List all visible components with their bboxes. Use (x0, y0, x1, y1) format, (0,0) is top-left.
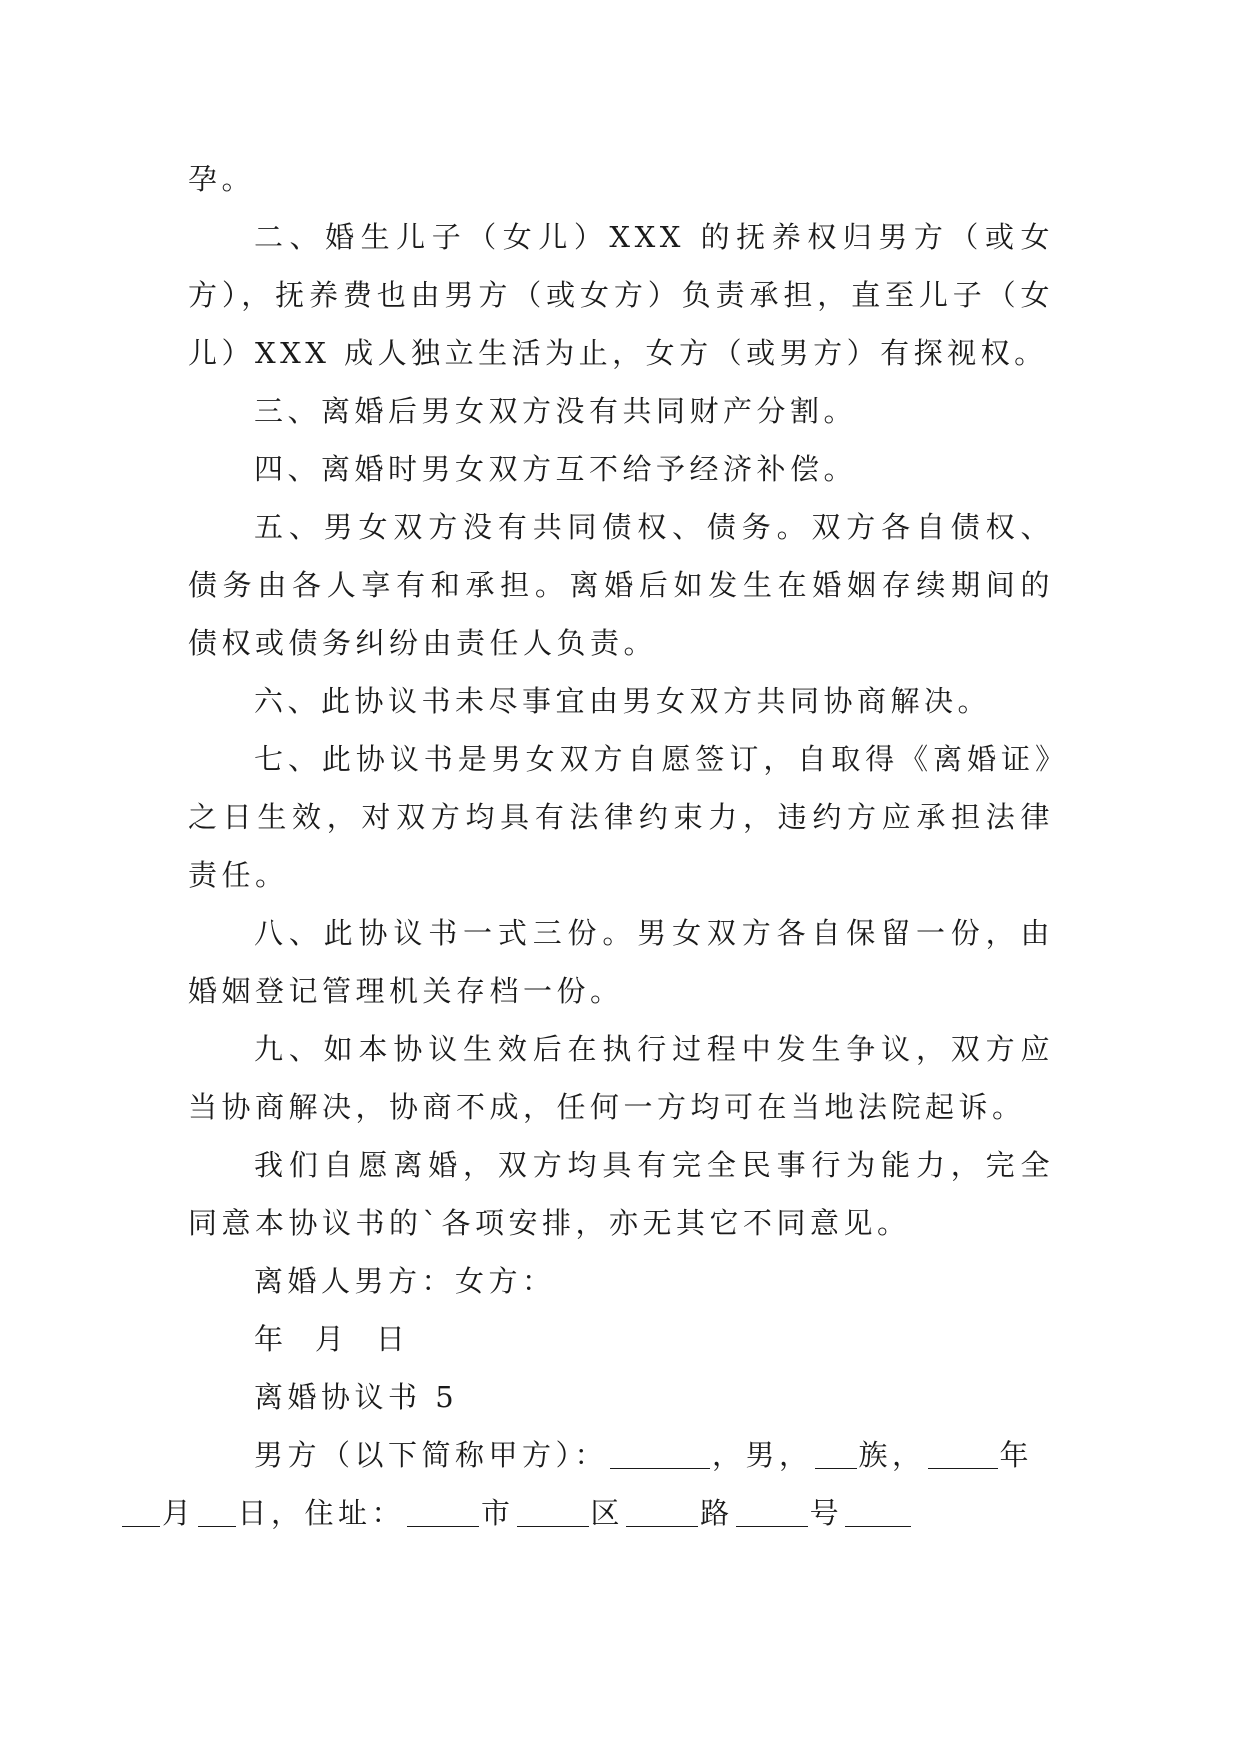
paragraph-10: 我们自愿离婚，双方均具有完全民事行为能力，完全同意本协议书的`各项安排，亦无其它不同意见。 (188, 1148, 1054, 1240)
trailing-blank[interactable] (845, 1498, 911, 1527)
form-number-label: 号 (809, 1496, 844, 1530)
form-day-label: 日，住址： (237, 1496, 406, 1530)
party-a-form-line (162, 1426, 1054, 1542)
signature-line: 离婚人男方：女方： (254, 1264, 556, 1298)
paragraph-3: 三、离婚后男女双方没有共同财产分割。 (254, 394, 858, 428)
form-male-label: ，男， (712, 1438, 813, 1472)
year-blank[interactable] (928, 1440, 998, 1469)
document-page (162, 150, 1054, 1542)
paragraph-7: 七、此协议书是男女双方自愿签订，自取得《离婚证》之日生效，对双方均具有法律约束力，违约方应承担法律责任。 (188, 742, 1054, 892)
form-month-label: 月 (162, 1496, 196, 1530)
form-prefix: 男方（以下简称甲方）： (254, 1438, 609, 1472)
name-blank[interactable] (610, 1440, 710, 1469)
form-year-label: 年 (999, 1438, 1034, 1472)
city-blank[interactable] (407, 1498, 479, 1527)
paragraph-1: 孕。 (188, 162, 256, 196)
paragraph-8: 八、此协议书一式三份。男女双方各自保留一份，由婚姻登记管理机关存档一份。 (188, 916, 1054, 1008)
number-blank[interactable] (736, 1498, 808, 1527)
paragraph-4: 四、离婚时男女双方互不给予经济补偿。 (254, 452, 858, 486)
form-ethnic-label: 族， (858, 1438, 926, 1472)
district-blank[interactable] (517, 1498, 589, 1527)
road-blank[interactable] (626, 1498, 698, 1527)
date-line: 年 月 日 (254, 1322, 410, 1356)
paragraph-5: 五、男女双方没有共同债权、债务。双方各自债权、债务由各人享有和承担。离婚后如发生在婚姻存续期间的债权或债务纠纷由责任人负责。 (188, 510, 1054, 660)
form-district-label: 区 (590, 1496, 625, 1530)
paragraph-9: 九、如本协议生效后在执行过程中发生争议，双方应当协商解决，协商不成，任何一方均可在当地法院起诉。 (188, 1032, 1054, 1124)
day-blank[interactable] (198, 1498, 236, 1527)
paragraph-6: 六、此协议书未尽事宜由男女双方共同协商解决。 (254, 684, 992, 718)
form-road-label: 路 (700, 1496, 734, 1530)
paragraph-2: 二、婚生儿子（女儿）XXX 的抚养权归男方（或女方），抚养费也由男方（或女方）负责承担，直至儿子（女儿）XXX 成人独立生活为止，女方（或男方）有探视权。 (188, 220, 1054, 370)
month-blank[interactable] (122, 1498, 160, 1527)
ethnic-blank[interactable] (815, 1440, 857, 1469)
section-heading: 离婚协议书 5 (254, 1380, 459, 1414)
form-city-label: 市 (481, 1496, 515, 1530)
